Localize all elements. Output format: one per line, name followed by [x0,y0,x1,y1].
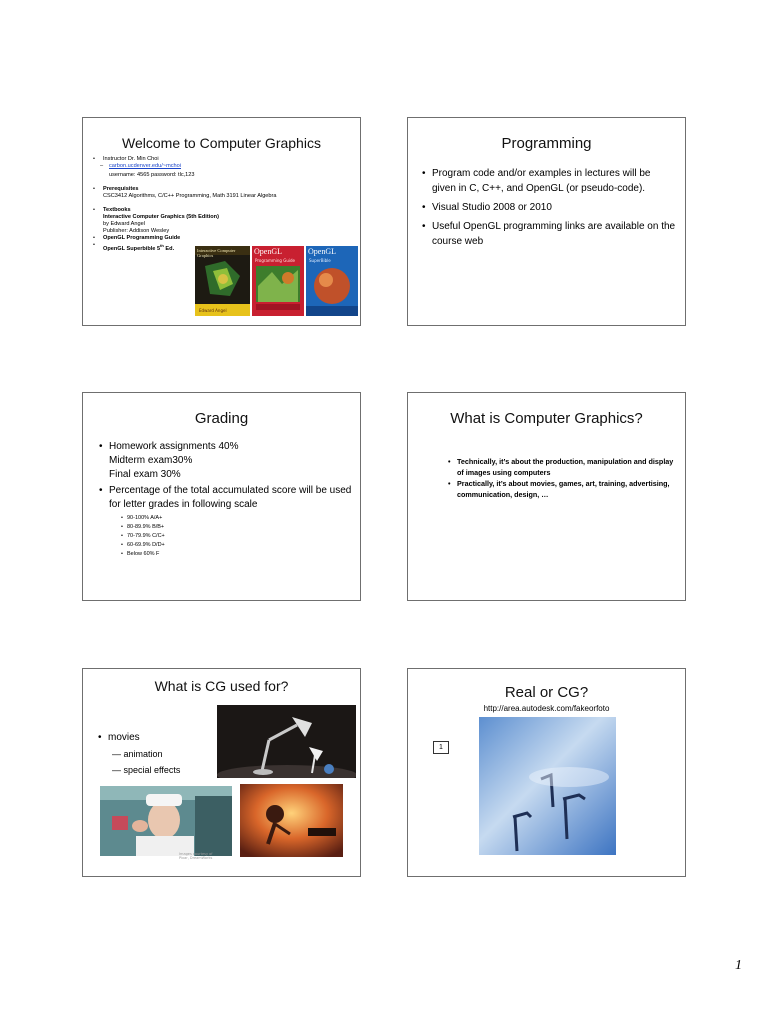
scale-item: • 80-89.9% B/B+ [121,523,355,532]
slide-programming [407,117,686,326]
scale-item: • 70-79.9% C/C+ [121,532,355,541]
textbook-covers [195,246,358,316]
bullet-item: • Technically, it’s about the production, manipulation and display of images using computers [448,456,680,478]
bullet-item: • Program code and/or examples in lectures will be given in C, C++, and OpenGL (or pseudo-code). [422,166,676,196]
slide-real-or-cg [407,668,686,877]
slide-title: Grading [194,410,249,427]
bullet-item: • Practically, it’s about movies, games, art, training, advertising, communication, design, … [448,478,680,500]
slide-body [93,156,355,253]
sub-bullet: — animation [112,749,163,759]
source-url[interactable]: http://area.autodesk.com/fakeorfoto [483,704,610,713]
bullet-movies: • movies [98,730,180,746]
slide-body [422,166,676,253]
grade-scale-list [79,514,355,559]
sub-bullet: — special effects [112,765,181,775]
slide-what-is-cg [407,392,686,601]
slide-body [99,440,355,559]
bullet-prereq: • Prerequisites CSC3412 Algorithms, C/C++ Programming, Math 3191 Linear Algebra [93,186,355,200]
slide-body [448,456,680,500]
bullet-scale: • Percentage of the total accumulated score will be used for letter grades in following scale [99,484,355,512]
book-cover-opengl-guide-art [252,246,304,316]
book-cover-superbible-art [306,246,358,316]
slide-title: Programming [501,135,592,152]
page-number: 1 [735,958,742,973]
bullet-weights: • Homework assignments 40% Midterm exam30% Final exam 30% [99,440,355,482]
scale-item: • Below 60% F [121,550,355,559]
bullet-item: • Useful OpenGL programming links are available on the course web [422,219,676,249]
bullet-instructor: • Instructor Dr. Min Choi [93,156,355,163]
slide-cg-used-for [82,668,361,877]
slide-title: Welcome to Computer Graphics [122,135,321,151]
bullet-opengl-guide: • OpenGL Programming Guide [93,235,355,242]
slide-body [98,730,180,778]
image-caption: Images courtesy of Pixar, DreamWorks [179,852,213,860]
course-link-item [93,163,355,170]
book-cover-superbible: OpenGL SuperBible [306,246,358,316]
book-cover-angel: Interactive Computer Graphics Edward Angel [195,246,250,316]
scale-item: • 90-100% A/A+ [121,514,355,523]
bullet-item: • Visual Studio 2008 or 2010 [422,200,676,215]
image-pixar-lamp [217,705,356,778]
image-special-effects [240,784,343,857]
bullet-textbooks: • Textbooks Interactive Computer Graphics (5th Edition) by Edward Angel Publisher: Addison Wesley [93,207,355,235]
course-link[interactable]: carbon.ucdenver.edu/~mchoi [109,163,181,169]
slide-grading [82,392,361,601]
image-nails [479,717,616,855]
scale-item: • 60-69.9% D/D+ [121,541,355,550]
bullet-superbible: • OpenGL Superbible 5th Ed. [93,242,355,253]
image-movie-character [100,786,232,856]
slide-welcome [82,117,361,326]
slide-title: What is CG used for? [154,678,289,694]
credentials: username: 4565 password: tlc,123 [109,172,195,178]
slide-title: What is Computer Graphics? [450,410,643,427]
book-cover-opengl-guide: OpenGL Programming Guide [252,246,304,316]
image-number-box: 1 [433,741,449,754]
slide-title: Real or CG? [504,684,589,701]
